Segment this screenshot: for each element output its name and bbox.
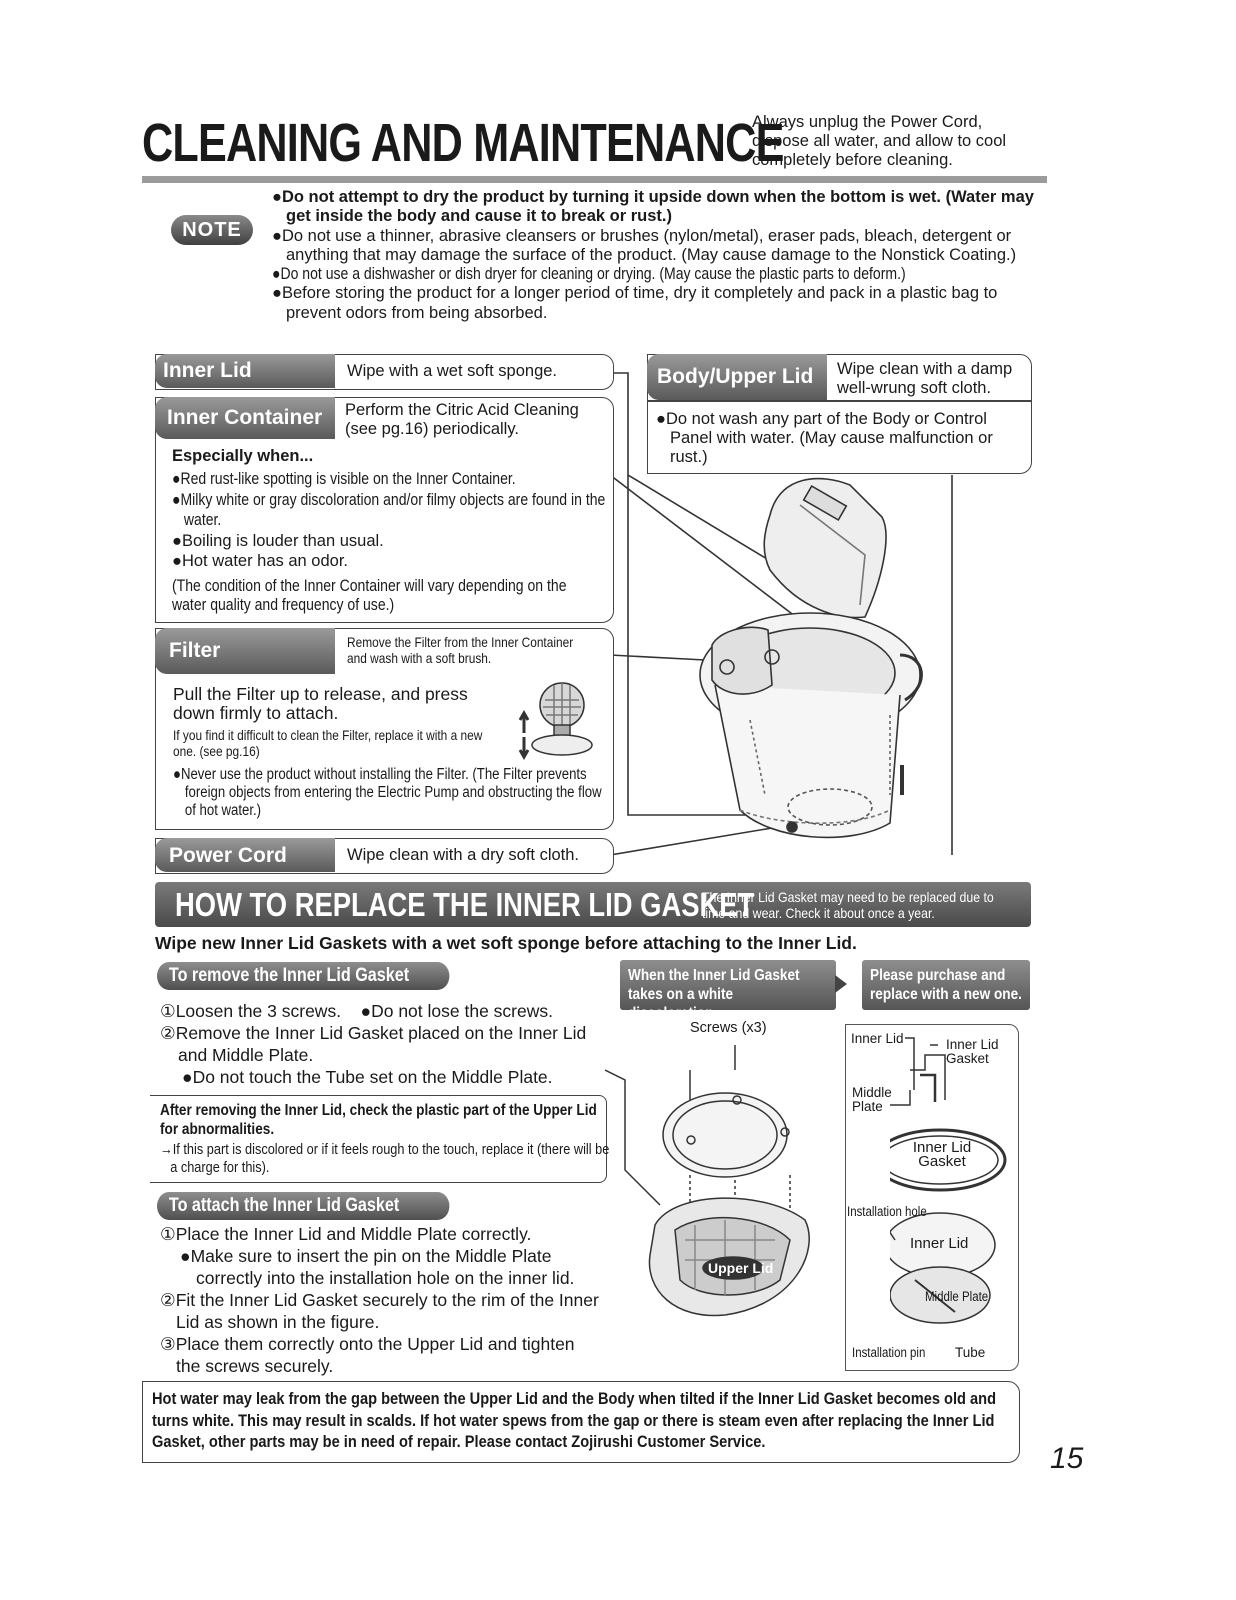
inner-container-footnote: (The condition of the Inner Container will vary depending on the water quality and frequency of use.) <box>172 577 567 614</box>
list-item: ●Boiling is louder than usual. <box>172 531 384 550</box>
gasket-intro: Wipe new Inner Lid Gaskets with a wet soft sponge before attaching to the Inner Lid. <box>155 933 857 953</box>
note-badge: NOTE <box>171 215 253 245</box>
inner-lid-text: Wipe with a wet soft sponge. <box>347 362 558 380</box>
list-item: ●Hot water has an odor. <box>172 552 348 570</box>
middle-plate-section-label: Middle Plate <box>852 1085 892 1114</box>
page-number: 15 <box>1050 1442 1084 1475</box>
note-item: ●Do not use a dishwasher or dish dryer for cleaning or drying. (May cause the plastic parts to deform.) <box>272 265 906 284</box>
filter-warning: ●Never use the product without installing the Filter. (The Filter prevents foreign objects from entering the Electric Pump and obstructing the flow of hot water.) <box>173 766 602 819</box>
filter-header-text: Remove the Filter from the Inner Container and wash with a soft brush. <box>347 634 574 666</box>
header-subtitle: Always unplug the Power Cord, dispose all water, and allow to cool completely before cleaning. <box>752 113 1007 169</box>
filter-small-text: If you find it difficult to clean the Filter, replace it with a new one. (see pg.16) <box>173 727 483 759</box>
tube-label: Tube <box>955 1345 986 1360</box>
remove-title: To remove the Inner Lid Gasket <box>157 962 449 990</box>
attach-step: ③Place them correctly onto the Upper Lid and tighten the screws securely. <box>160 1334 575 1376</box>
inner-lid-gasket-section-label: Inner Lid Gasket <box>946 1037 999 1066</box>
remove-step: ●Do not lose the screws. <box>360 1001 553 1021</box>
filter-text: Pull the Filter up to release, and press down firmly to attach. <box>173 684 468 723</box>
remove-step: ②Remove the Inner Lid Gasket placed on the Inner Lid and Middle Plate. <box>160 1023 587 1065</box>
attach-step: ②Fit the Inner Lid Gasket securely to the rim of the Inner Lid as shown in the figure. <box>160 1290 599 1332</box>
page-title: CLEANING AND MAINTENANCE <box>142 113 784 173</box>
note-item: ●Do not attempt to dry the product by turning it upside down when the bottom is wet. (Water may get inside the body and cause it to break or rust.) <box>272 188 1034 226</box>
body-lid-text: Wipe clean with a damp well-wrung soft cloth. <box>837 360 1013 397</box>
attach-step: ①Place the Inner Lid and Middle Plate correctly. <box>160 1224 532 1244</box>
note-item: ●Do not use a thinner, abrasive cleansers or brushes (nylon/metal), eraser pads, bleach, detergent or anything that may damage the surface of the product. (May cause damage to the Nonstick Coating.) <box>272 226 1017 264</box>
purchase-box: Please purchase and replace with a new one. <box>862 960 1030 1010</box>
gasket-section-diagram <box>890 1030 1010 1330</box>
note-list <box>272 188 1052 323</box>
remove-steps <box>160 1000 620 1088</box>
power-cord-tab: Power Cord <box>155 838 335 872</box>
installation-hole-label: Installation hole <box>847 1204 927 1219</box>
inner-lid-bottom-label: Inner Lid <box>910 1235 969 1252</box>
middle-plate-bottom-label: Middle Plate <box>925 1289 989 1304</box>
inner-lid-tab: Inner Lid <box>155 354 335 388</box>
check-title: After removing the Inner Lid, check the plastic part of the Upper Lid for abnormalities. <box>160 1102 597 1138</box>
body-lid-divider <box>647 400 1032 402</box>
inner-container-text: Perform the Citric Acid Cleaning (see pg.16) periodically. <box>345 401 579 438</box>
gasket-banner-note: The Inner Lid Gasket may need to be replaced due to time and wear. Check it about once a year. <box>702 889 994 921</box>
inner-container-tab: Inner Container <box>155 397 335 439</box>
especially-label: Especially when... <box>172 447 314 465</box>
remove-step: ①Loosen the 3 screws. <box>160 1001 342 1021</box>
filter-tab: Filter <box>155 628 335 674</box>
note-item: ●Before storing the product for a longer period of time, dry it completely and pack in a plastic bag to prevent odors from being absorbed. <box>272 284 998 322</box>
warning-text: Hot water may leak from the gap between the Upper Lid and the Body when tilted if the Inner Lid Gasket becomes old and turns white. This may result in scalds. If hot water spews from the gap or there is steam even after replacing the Inner Lid Gasket, other parts may be in need of repair. Please contact Zojirushi Customer Service. <box>152 1389 997 1451</box>
screws-label: Screws (x3) <box>690 1020 767 1036</box>
attach-steps <box>160 1223 600 1377</box>
installation-pin-label: Installation pin <box>852 1345 926 1360</box>
gasket-title: HOW TO REPLACE THE INNER LID GASKET <box>175 886 755 923</box>
white-discoloration-box: When the Inner Lid Gasket takes on a white discoloration. <box>620 960 836 1010</box>
title-rule <box>142 176 1047 183</box>
leader-line <box>610 655 705 660</box>
list-item: ●Milky white or gray discoloration and/or filmy objects are found in the water. <box>172 490 606 529</box>
inner-container-list <box>172 469 612 572</box>
inner-lid-gasket-ring-label: Inner Lid Gasket <box>912 1139 972 1170</box>
filter-icon <box>510 675 605 765</box>
body-lid-tab: Body/Upper Lid <box>647 354 827 400</box>
inner-lid-section-label: Inner Lid <box>851 1031 904 1046</box>
list-item: ●Red rust-like spotting is visible on the Inner Container. <box>172 470 516 488</box>
check-text: →If this part is discolored or if it feels rough to the touch, replace it (there will be a charge for this). <box>160 1141 610 1176</box>
upper-lid-label: Upper Lid <box>708 1260 774 1276</box>
lid-exploded-diagram <box>605 1040 845 1370</box>
arrow-right-icon <box>835 975 847 993</box>
leader-line <box>610 825 790 855</box>
remove-step: ●Do not touch the Tube set on the Middle Plate. <box>182 1067 553 1087</box>
body-lid-warning: ●Do not wash any part of the Body or Control Panel with water. (May cause malfunction or rust.) <box>656 410 993 466</box>
attach-step: ●Make sure to insert the pin on the Middle Plate correctly into the installation hole on the inner lid. <box>180 1246 575 1288</box>
attach-title: To attach the Inner Lid Gasket <box>157 1192 449 1220</box>
power-cord-text: Wipe clean with a dry soft cloth. <box>347 846 580 864</box>
